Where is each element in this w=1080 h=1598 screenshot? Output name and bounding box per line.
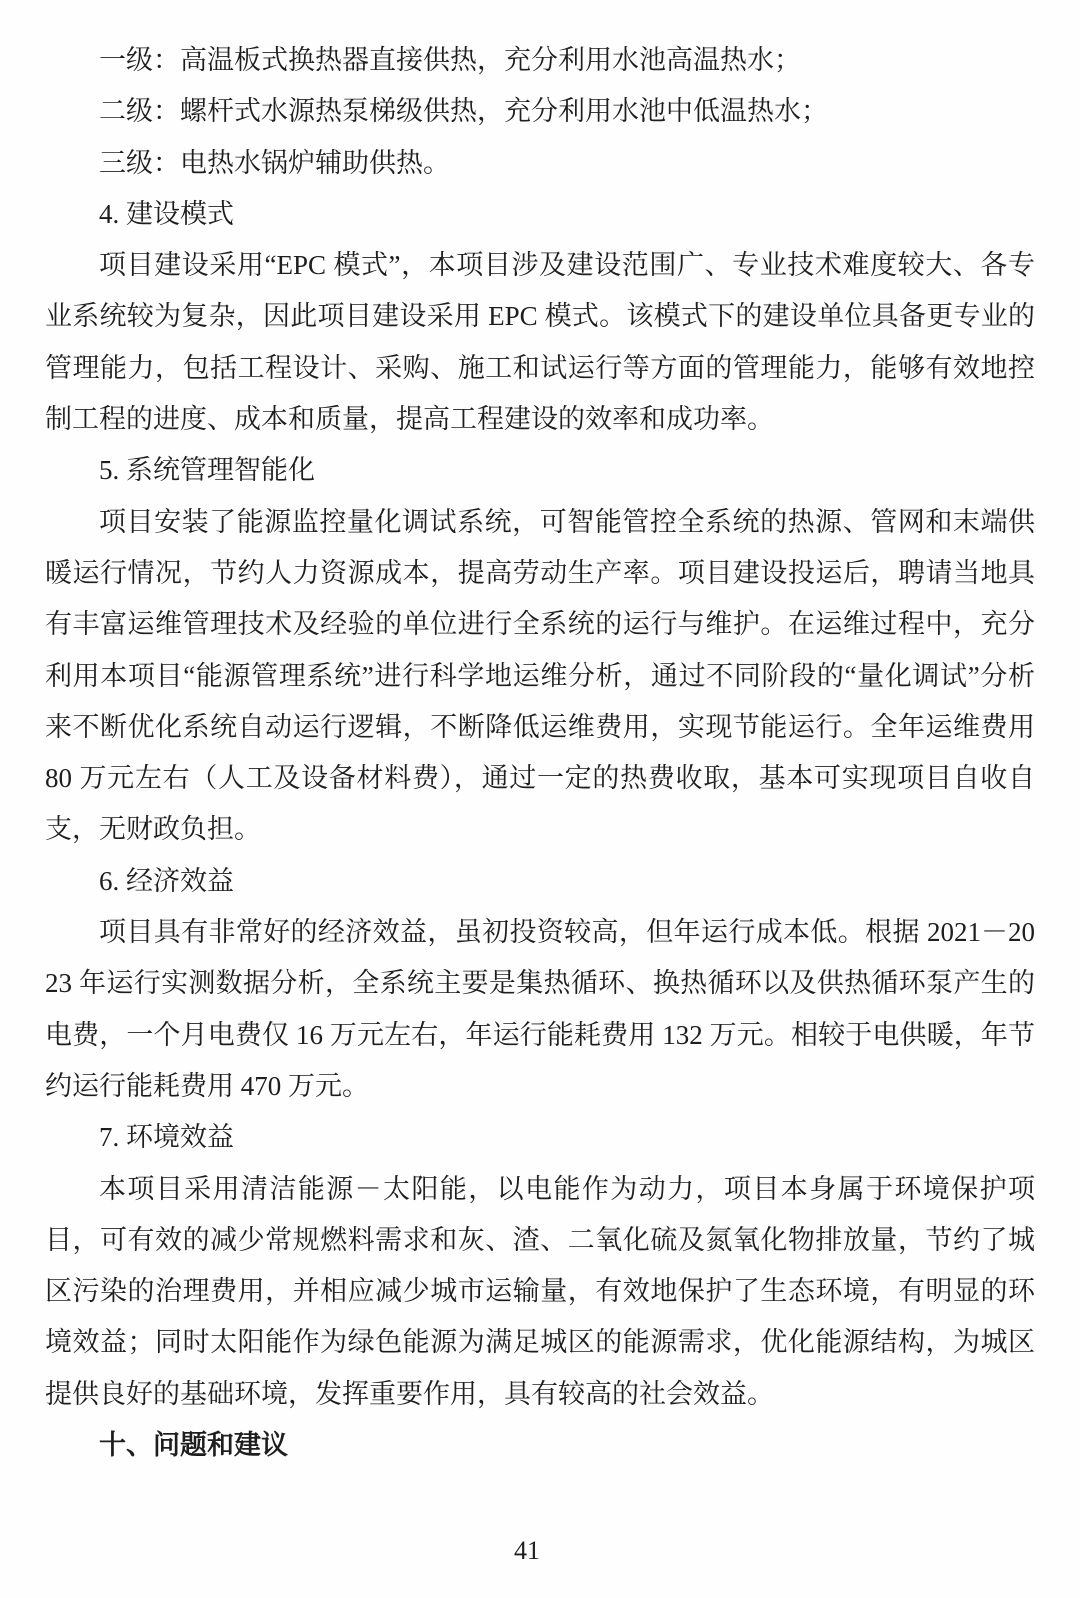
paragraph-environmental-benefit: 本项目采用清洁能源－太阳能，以电能作为动力，项目本身属于环境保护项目，可有效的减少常规燃料需求和灰、渣、二氧化硫及氮氧化物排放量，节约了城区污染的治理费用，并相应减少城市运输量，有效地保护了生态环境，有明显的环境效益；同时太阳能作为绿色能源为满足城区的能源需求，优化能源结构，为城区提供良好的基础环境，发挥重要作用，具有较高的社会效益。 <box>45 1173 1035 1409</box>
heading-problems-suggestions: 十、问题和建议 <box>99 1430 288 1461</box>
heading-environmental-benefit: 7. 环境效益 <box>99 1122 234 1153</box>
heading-construction-mode: 4. 建设模式 <box>99 198 234 229</box>
level-1-line: 一级：高温板式换热器直接供热，充分利用水池高温热水； <box>99 45 801 75</box>
page-number: 41 <box>514 1536 540 1565</box>
heading-economic-benefit: 6. 经济效益 <box>99 865 234 896</box>
heading-system-management: 5. 系统管理智能化 <box>99 455 315 486</box>
paragraph-system-management: 项目安装了能源监控量化调试系统，可智能管控全系统的热源、管网和末端供暖运行情况，节约人力资源成本，提高劳动生产率。项目建设投运后，聘请当地具有丰富运维管理技术及经验的单位进行全系统的运行与维护。在运维过程中，充分利用本项目“能源管理系统”进行科学地运维分析，通过不同阶段的“量化调试”分析来不断优化系统自动运行逻辑，不断降低运维费用，实现节能运行。全年运维费用 80 万元左右（人工及设备材料费），通过一定的热费收取，基本可实现项目自收自支，无财政负担。 <box>45 506 1035 845</box>
paragraph-construction-mode: 项目建设采用“EPC 模式”，本项目涉及建设范围广、专业技术难度较大、各专业系统较为复杂，因此项目建设采用 EPC 模式。该模式下的建设单位具备更专业的管理能力，包括工程设计、采购、施工和试运行等方面的管理能力，能够有效地控制工程的进度、成本和质量，提高工程建设的效率和成功率。 <box>45 250 1035 435</box>
document-content <box>45 35 1035 1471</box>
level-2-line: 二级：螺杆式水源热泵梯级供热，充分利用水池中低温热水； <box>99 96 828 127</box>
level-3-line: 三级：电热水锅炉辅助供热。 <box>99 147 450 178</box>
paragraph-economic-benefit: 项目具有非常好的经济效益，虽初投资较高，但年运行成本低。根据 2021－2023 年运行实测数据分析，全系统主要是集热循环、换热循环以及供热循环泵产生的电费，一个月电费仅 16 万元左右，年运行能耗费用 132 万元。相较于电供暖，年节约运行能耗费用 470 万元。 <box>45 917 1035 1101</box>
